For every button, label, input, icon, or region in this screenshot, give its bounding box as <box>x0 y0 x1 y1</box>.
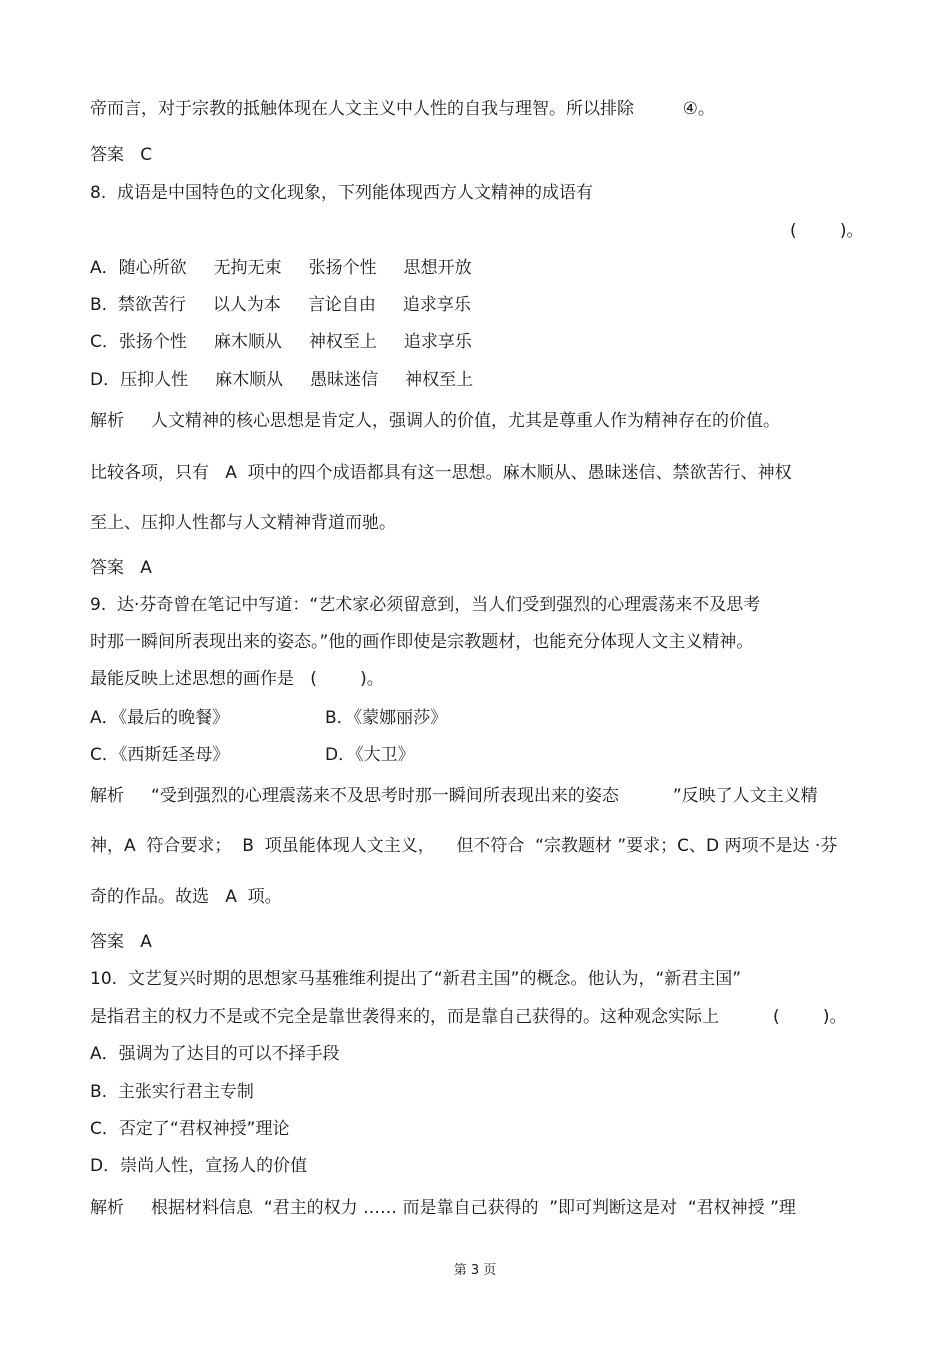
answer-line: 答案 A <box>90 932 152 952</box>
question-10: 10. 文艺复兴时期的思想家马基雅维利提出了“新君主国”的概念。他认为，“新君主国” <box>90 969 742 989</box>
page-number: 第 3 页 <box>453 1263 497 1278</box>
option-d: D．崇尚人性，宣扬人的价值 <box>90 1156 308 1176</box>
question-9: 9. 达·芬奇曾在笔记中写道：“艺术家必须留意到，当人们受到强烈的心理震荡来不及思考 <box>90 595 761 615</box>
question-10-cont: 是指君主的权力不是或不完全是靠世袭得来的，而是靠自己获得的。这种观念实际上 ( )。 <box>90 1007 847 1027</box>
analysis-line: 奇的作品。故选 A 项。 <box>90 887 282 907</box>
option-a: A．《最后的晚餐》 <box>90 708 230 728</box>
analysis-line: 解析 “受到强烈的心理震荡来不及思考时那一瞬间所表现出来的姿态 ”反映了人文主义精 <box>90 786 818 806</box>
question-8: 8. 成语是中国特色的文化现象，下列能体现西方人文精神的成语有 <box>90 183 594 203</box>
option-b: B. 主张实行君主专制 <box>90 1082 254 1102</box>
option-b: B. 禁欲苦行 以人为本 言论自由 追求享乐 <box>90 295 471 315</box>
option-a: A．强调为了达目的可以不择手段 <box>90 1044 340 1064</box>
text-line: 帝而言，对于宗教的抵触体现在人文主义中人性的自我与理智。所以排除 ④。 <box>90 99 715 119</box>
option-a: A．随心所欲 无拘无束 张扬个性 思想开放 <box>90 258 472 278</box>
option-c: C．张扬个性 麻木顺从 神权至上 追求享乐 <box>90 332 472 352</box>
analysis-line: 至上、压抑人性都与人文精神背道而驰。 <box>90 513 396 533</box>
analysis-line: 神，A 符合要求； B 项虽能体现人文主义， 但不符合 “宗教题材 ”要求；C、D 两项不是达 ·芬 <box>90 836 838 856</box>
analysis-line: 比较各项，只有 A 项中的四个成语都具有这一思想。麻木顺从、愚昧迷信、禁欲苦行、神权 <box>90 463 792 483</box>
answer-blank: ( )。 <box>790 221 864 241</box>
option-d: D．《大卫》 <box>325 745 415 765</box>
answer-line: 答案 C <box>90 145 153 165</box>
option-c: C．否定了“君权神授”理论 <box>90 1119 290 1139</box>
option-b: B．《蒙娜丽莎》 <box>325 708 448 728</box>
option-c: C．《西斯廷圣母》 <box>90 745 230 765</box>
option-d: D．压抑人性 麻木顺从 愚昧迷信 神权至上 <box>90 370 474 390</box>
analysis-line: 解析 根据材料信息 “君主的权力 …… 而是靠自己获得的 ”即可判断这是对 “君权神授 ”理 <box>90 1198 796 1218</box>
question-9-cont: 时那一瞬间所表现出来的姿态。”他的画作即使是宗教题材，也能充分体现人文主义精神。 <box>90 632 754 652</box>
answer-line: 答案 A <box>90 558 152 578</box>
question-9-cont: 最能反映上述思想的画作是 ( )。 <box>90 669 384 689</box>
analysis-line: 解析 人文精神的核心思想是肯定人，强调人的价值，尤其是尊重人作为精神存在的价值。 <box>90 411 781 431</box>
